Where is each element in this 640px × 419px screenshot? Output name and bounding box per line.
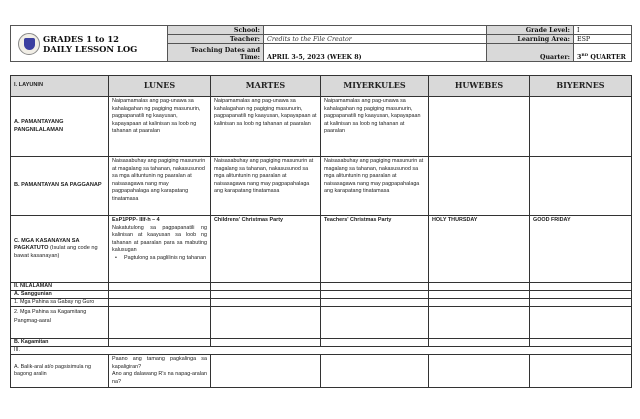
learning-area-label: Learning Area:: [487, 35, 574, 44]
row-label: A. PAMANTAYANG PANGNILALAMAN: [11, 97, 109, 157]
grade-level-value: I: [574, 26, 632, 35]
table-row-gabay-guro: [11, 299, 632, 307]
school-value: [264, 26, 487, 35]
cell-huwebes: [429, 97, 530, 157]
cell-biyernes: [530, 97, 632, 157]
header-biyernes: BIYERNES: [530, 76, 632, 97]
cell-biyernes: GOOD FRIDAY: [530, 216, 632, 283]
competency-code: EsP1PPP- IIIf-h – 4: [112, 217, 160, 223]
log-title-line2: DAILY LESSON LOG: [43, 44, 138, 54]
cell-huwebes: [429, 157, 530, 216]
learning-area-value: ESP: [574, 35, 632, 44]
log-title-line1: GRADES 1 to 12: [43, 34, 119, 44]
header-miyerkules: MIYERKULES: [321, 76, 429, 97]
row-label: 1. Mga Pahina sa Gabay ng Guro: [11, 299, 109, 307]
teacher-label: Teacher:: [168, 35, 264, 44]
cell-lunes: [109, 216, 211, 283]
cell-martes: Childrens' Christmas Party: [211, 216, 321, 283]
deped-seal-icon: [18, 33, 40, 55]
cell-miyerkules: Naisasabuhay ang pagiging masunurin at magalang sa tahanan, nakasusunod sa mga alituntunin ng paaralan at naisasagawa nang may pagpapahalaga ang karapatang tinatamasa: [321, 157, 429, 216]
row-label: A. Balik-aral at/o pagsisimula ng bagong aralin: [11, 355, 109, 388]
table-header-row: [11, 76, 632, 97]
cell-martes: Naipamamalas ang pag-unawa sa kahalagahan ng pagiging masunurin, pagpapanatili ng kaayusan, kapayapaan at kalinisan sa loob ng tahanan at paaralan: [211, 97, 321, 157]
table-row-pamantayang-pangnilalaman: [11, 97, 632, 157]
row-label: A. Sanggunian: [11, 291, 109, 299]
row-label: B. PAMANTAYAN SA PAGGANAP: [11, 157, 109, 216]
table-row-pamantayan-sa-pagganap: [11, 157, 632, 216]
grade-level-label: Grade Level:: [487, 26, 574, 35]
table-row-sanggunian: [11, 291, 632, 299]
teaching-dates-label: [168, 44, 264, 62]
cell-lunes: Naipamamalas ang pag-unawa sa kahalagahan ng pagiging masunurin, pagpapanatili ng kaayusan, kapayapaan at kalinisan sa loob ng tahanan at paaralan: [109, 97, 211, 157]
quarter-label: Quarter:: [487, 44, 574, 62]
table-row-section-iii: [11, 347, 632, 355]
logo-block: [11, 26, 168, 62]
row-label: C. MGA KASANAYAN SA PAGKATUTO (Isulat ang code ng bawat kasanayan): [11, 216, 109, 283]
cell-lunes: Naisasabuhay ang pagiging masunurin at magalang sa tahanan, nakasusunod sa mga alituntunin ng paaralan at naisasagawa nang may pagpapahalaga ang karapatang tinatamasa: [109, 157, 211, 216]
cell-miyerkules: Naipamamalas ang pag-unawa sa kahalagahan ng pagiging masunurin, pagpapanatili ng kaayusan, kapayapaan at kalinisan sa loob ng tahanan at paaralan: [321, 97, 429, 157]
row-label: II. NILALAMAN: [11, 283, 109, 291]
table-row-balik-aral: [11, 355, 632, 388]
lesson-log-header: [10, 25, 631, 61]
cell-miyerkules: Teachers' Christmas Party: [321, 216, 429, 283]
header-huwebes: HUWEBES: [429, 76, 530, 97]
cell-biyernes: [530, 157, 632, 216]
row-label: 2. Mga Pahina sa Kagamitang Pangmag-aaral: [11, 307, 109, 339]
header-layunin: I. LAYUNIN: [11, 76, 109, 97]
competency-text: Nakatutulong sa pagpapanatili ng kalinisan at kaayusan sa loob ng tahanan at paaralan para sa mabuting kalusugan: [112, 224, 207, 254]
cell-huwebes: HOLY THURSDAY: [429, 216, 530, 283]
cell-lunes: Paano ang tamang pagkalinga sa kapaligiran? Ano ang dalawang R's na napag-aralan na?: [109, 355, 211, 388]
school-label: School:: [168, 26, 264, 35]
teaching-dates-label-line1: Teaching Dates and: [190, 47, 260, 54]
table-row-kasanayan: [11, 216, 632, 283]
teaching-dates-value: APRIL 3-5, 2023 (WEEK 8): [264, 44, 487, 62]
table-row-kagamitang-pangmag-aaral: [11, 307, 632, 339]
header-martes: MARTES: [211, 76, 321, 97]
teaching-dates-label-line2: Time:: [239, 54, 260, 61]
row-label: III.: [11, 347, 632, 355]
header-lunes: LUNES: [109, 76, 211, 97]
teacher-value: Credits to the File Creator: [264, 35, 487, 44]
lesson-log-table: [10, 75, 631, 388]
row-label: B. Kagamitan: [11, 339, 109, 347]
competency-bullet: • Pagtulong sa paglilinis ng tahanan: [112, 255, 207, 263]
cell-martes: Naisasabuhay ang pagiging masunurin at magalang sa tahanan, nakasusunod sa mga alituntunin ng paaralan at naisasagawa nang may pagpapahalaga ang karapatang tinatamasa: [211, 157, 321, 216]
quarter-value: 3RD QUARTER: [574, 44, 632, 62]
table-row-kagamitan: [11, 339, 632, 347]
table-row-nilalaman: [11, 283, 632, 291]
